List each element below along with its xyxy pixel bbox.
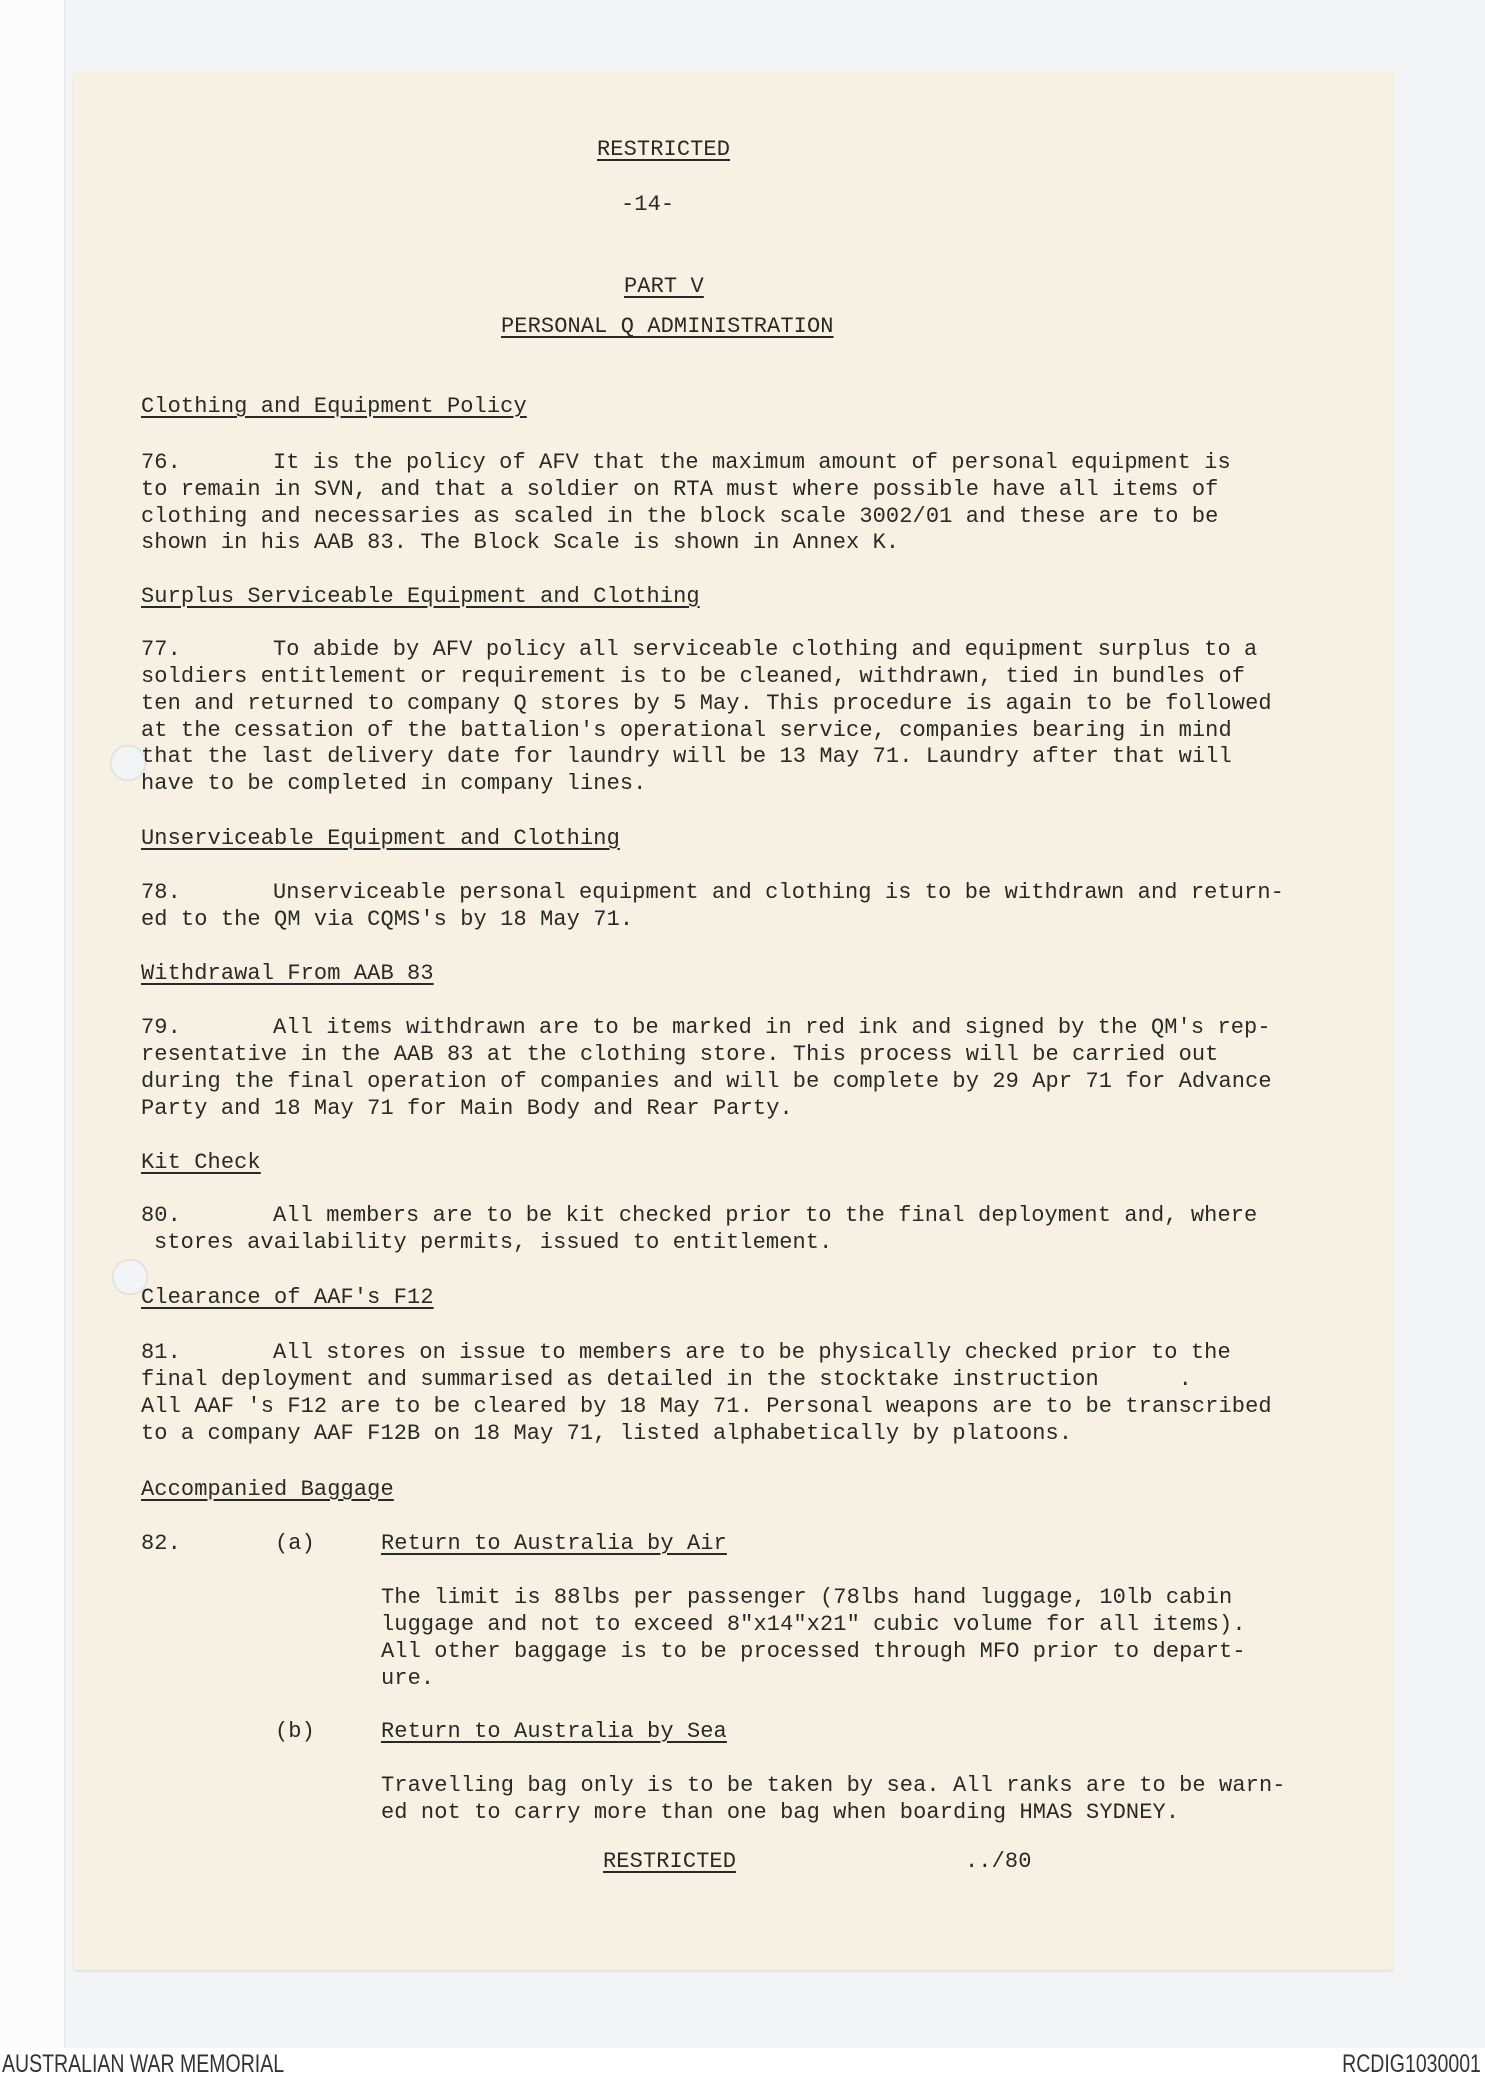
- paragraph-number: 78.: [141, 880, 181, 905]
- section-heading: Withdrawal From AAB 83: [141, 961, 434, 986]
- paragraph-line: shown in his AAB 83. The Block Scale is shown in Annex K.: [141, 530, 900, 555]
- section-heading: Unserviceable Equipment and Clothing: [141, 826, 620, 851]
- paragraph-line: ed to the QM via CQMS's by 18 May 71.: [141, 907, 634, 932]
- paragraph-number: 80.: [141, 1203, 181, 1228]
- part-heading: PART V: [624, 274, 704, 299]
- paragraph-line: All other baggage is to be processed through MFO prior to depart-: [381, 1639, 1246, 1664]
- classification-header: RESTRICTED: [597, 137, 731, 162]
- paragraph-line: The limit is 88lbs per passenger (78lbs hand luggage, 10lb cabin: [381, 1585, 1233, 1610]
- section-heading: Clearance of AAF's F12: [141, 1285, 434, 1310]
- paragraph-line: soldiers entitlement or requirement is to be cleaned, withdrawn, tied in bundles of: [141, 664, 1246, 689]
- paragraph-line: Unserviceable personal equipment and clothing is to be withdrawn and return-: [273, 880, 1284, 905]
- paragraph-line: All stores on issue to members are to be physically checked prior to the: [273, 1340, 1231, 1365]
- page-number: -14-: [621, 192, 675, 217]
- paragraph-number: 77.: [141, 637, 181, 662]
- paragraph-line: that the last delivery date for laundry will be 13 May 71. Laundry after that will: [141, 744, 1232, 769]
- archive-name: AUSTRALIAN WAR MEMORIAL: [2, 2050, 285, 2078]
- paragraph-line: It is the policy of AFV that the maximum amount of personal equipment is: [273, 450, 1231, 475]
- paragraph-line: final deployment and summarised as detailed in the stocktake instruction .: [141, 1367, 1192, 1392]
- paragraph-line: All items withdrawn are to be marked in red ink and signed by the QM's rep-: [273, 1015, 1271, 1040]
- subparagraph-label: (b): [275, 1719, 315, 1744]
- paragraph-line: to a company AAF F12B on 18 May 71, listed alphabetically by platoons.: [141, 1421, 1073, 1446]
- paragraph-line: ten and returned to company Q stores by 5 May. This procedure is again to be followed: [141, 691, 1272, 716]
- section-heading: Surplus Serviceable Equipment and Clothing: [141, 584, 700, 609]
- paragraph-line: have to be completed in company lines.: [141, 771, 647, 796]
- paragraph-line: All AAF 's F12 are to be cleared by 18 May 71. Personal weapons are to be transcribed: [141, 1394, 1272, 1419]
- subsection-heading: Return to Australia by Sea: [381, 1719, 727, 1744]
- paragraph-line: ed not to carry more than one bag when boarding HMAS SYDNEY.: [381, 1800, 1180, 1825]
- section-heading: Clothing and Equipment Policy: [141, 394, 527, 419]
- paragraph-line: clothing and necessaries as scaled in the block scale 3002/01 and these are to be: [141, 504, 1219, 529]
- archive-id: RCDIG1030001: [1342, 2050, 1481, 2078]
- paragraph-line: ure.: [381, 1666, 435, 1691]
- classification-footer: RESTRICTED: [603, 1849, 737, 1874]
- paragraph-number: 81.: [141, 1340, 181, 1365]
- subsection-heading: Return to Australia by Air: [381, 1531, 727, 1556]
- continuation-marker: ../80: [965, 1849, 1032, 1874]
- subparagraph-label: (a): [275, 1531, 315, 1556]
- section-heading: Kit Check: [141, 1150, 261, 1175]
- paragraph-line: Travelling bag only is to be taken by sea. All ranks are to be warn-: [381, 1773, 1286, 1798]
- paragraph-line: during the final operation of companies and will be complete by 29 Apr 71 for Advance: [141, 1069, 1272, 1094]
- paragraph-line: at the cessation of the battalion's operational service, companies bearing in mind: [141, 718, 1232, 743]
- scan-left-strip: [0, 0, 65, 2048]
- paragraph-number: 76.: [141, 450, 181, 475]
- paragraph-line: To abide by AFV policy all serviceable clothing and equipment surplus to a: [273, 637, 1258, 662]
- paragraph-line: resentative in the AAB 83 at the clothing store. This process will be carried out: [141, 1042, 1219, 1067]
- paragraph-line: to remain in SVN, and that a soldier on RTA must where possible have all items of: [141, 477, 1219, 502]
- paragraph-line: All members are to be kit checked prior to the final deployment and, where: [273, 1203, 1258, 1228]
- paragraph-line: Party and 18 May 71 for Main Body and Rear Party.: [141, 1096, 793, 1121]
- paragraph-line: luggage and not to exceed 8"x14"x21" cubic volume for all items).: [381, 1612, 1246, 1637]
- paragraph-line: stores availability permits, issued to entitlement.: [154, 1230, 833, 1255]
- section-heading: Accompanied Baggage: [141, 1477, 394, 1502]
- paragraph-number: 82.: [141, 1531, 181, 1556]
- paragraph-number: 79.: [141, 1015, 181, 1040]
- document-title: PERSONAL Q ADMINISTRATION: [501, 314, 834, 339]
